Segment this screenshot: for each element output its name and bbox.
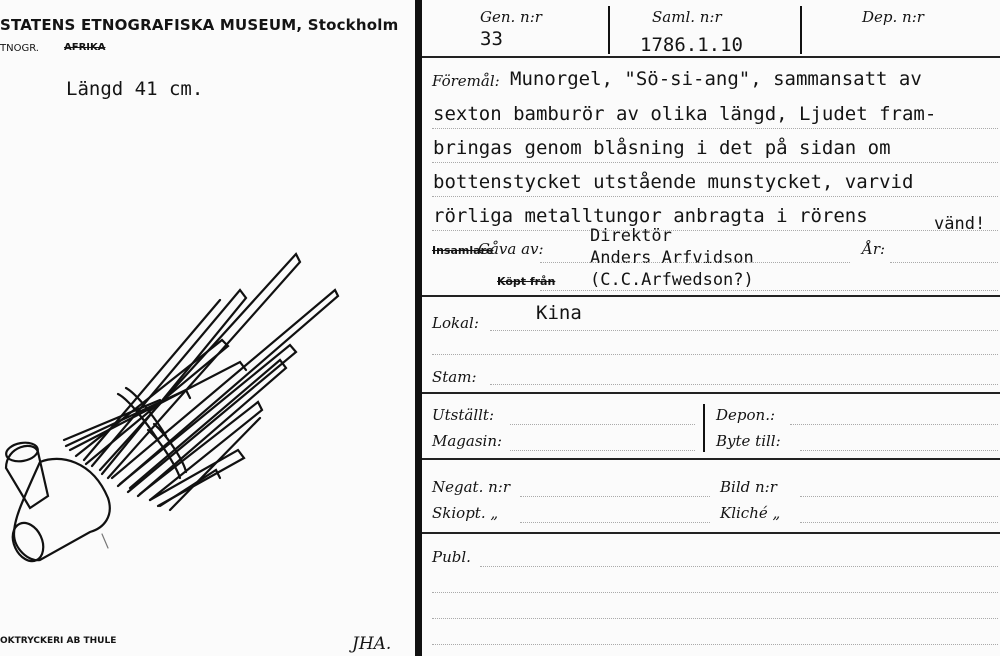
gen-label: Gen. n:r: [480, 8, 542, 26]
foremal-vand: vänd!: [934, 214, 986, 234]
dotted-line: [490, 330, 998, 331]
dep-label: Dep. n:r: [862, 8, 924, 26]
ar-label: År:: [862, 240, 886, 258]
dotted-line: [520, 496, 710, 497]
dotted-line: [520, 522, 710, 523]
lokal-value: Kina: [536, 302, 582, 324]
top-divider-2: [800, 6, 802, 54]
foremal-line-4: bottenstycket utstående munstycket, varvid: [433, 171, 914, 193]
dotted-line: [432, 162, 998, 163]
dotted-line: [432, 128, 998, 129]
museum-header: STATENS ETNOGRAFISKA MUSEUM, Stockholm: [0, 16, 399, 34]
dotted-line: [432, 618, 998, 619]
saml-label: Saml. n:r: [652, 8, 722, 26]
dotted-line: [800, 496, 998, 497]
stam-label: Stam:: [432, 368, 477, 386]
foremal-label: Föremål:: [432, 72, 500, 90]
gava-line-2: Anders Arfvidson: [590, 248, 754, 268]
dotted-line: [510, 424, 695, 425]
magasin-label: Magasin:: [432, 432, 503, 450]
negat-label: Negat. n:r: [432, 478, 510, 496]
foremal-line-2: sexton bamburör av olika längd, Ljudet fram-: [433, 103, 937, 125]
dotted-line: [432, 644, 998, 645]
top-divider-1: [608, 6, 610, 54]
dotted-line: [790, 424, 998, 425]
foremal-line-1: Munorgel, "Sö-si-ang", sammansatt av: [510, 68, 922, 90]
skiopt-label: Skiopt. „: [432, 504, 499, 522]
foremal-line-3: bringas genom blåsning i det på sidan om: [433, 137, 891, 159]
dotted-line: [432, 230, 998, 231]
length-text: Längd 41 cm.: [66, 78, 204, 100]
department-prefix: TNOGR.: [0, 43, 39, 54]
lokal-label: Lokal:: [432, 314, 479, 332]
dotted-line: [890, 262, 998, 263]
dotted-line: [510, 450, 695, 451]
dotted-line: [540, 290, 998, 291]
top-rule: [422, 56, 1000, 58]
gava-label: Gåva av:: [478, 240, 544, 258]
stam-rule: [422, 392, 1000, 394]
dotted-line: [432, 592, 998, 593]
gava-rule: [422, 295, 1000, 297]
publ-label: Publ.: [432, 548, 471, 566]
dotted-line: [540, 262, 850, 263]
dotted-line: [490, 384, 998, 385]
dotted-line: [432, 196, 998, 197]
bild-label: Bild n:r: [720, 478, 777, 496]
gava-line-3: (C.C.Arfwedson?): [590, 270, 754, 290]
dotted-line: [432, 354, 998, 355]
card-divider: [415, 0, 422, 656]
printer-text: OKTRYCKERI AB THULE: [0, 636, 117, 646]
depon-label: Depon.:: [716, 406, 776, 424]
negat-rule: [422, 532, 1000, 534]
insamlare-struck: Insamlare: [432, 244, 494, 257]
saml-value: 1786.1.10: [640, 34, 743, 56]
utstallt-label: Utställt:: [432, 406, 495, 424]
initials-handwritten: JHA.: [352, 634, 392, 654]
depon-rule: [422, 458, 1000, 460]
kopt-fran-struck: Köpt från: [497, 275, 556, 288]
dotted-line: [480, 566, 998, 567]
mid-divider: [703, 404, 705, 452]
byte-label: Byte till:: [716, 432, 781, 450]
mouth-organ-drawing: [0, 240, 350, 570]
foremal-line-5: rörliga metalltungor anbragta i rörens: [433, 205, 868, 227]
department-struck: AFRIKA: [64, 42, 106, 53]
gava-line-1: Direktör: [590, 226, 672, 246]
gen-value: 33: [480, 28, 503, 50]
kliche-label: Kliché „: [720, 504, 781, 522]
dotted-line: [800, 450, 998, 451]
dotted-line: [800, 522, 998, 523]
